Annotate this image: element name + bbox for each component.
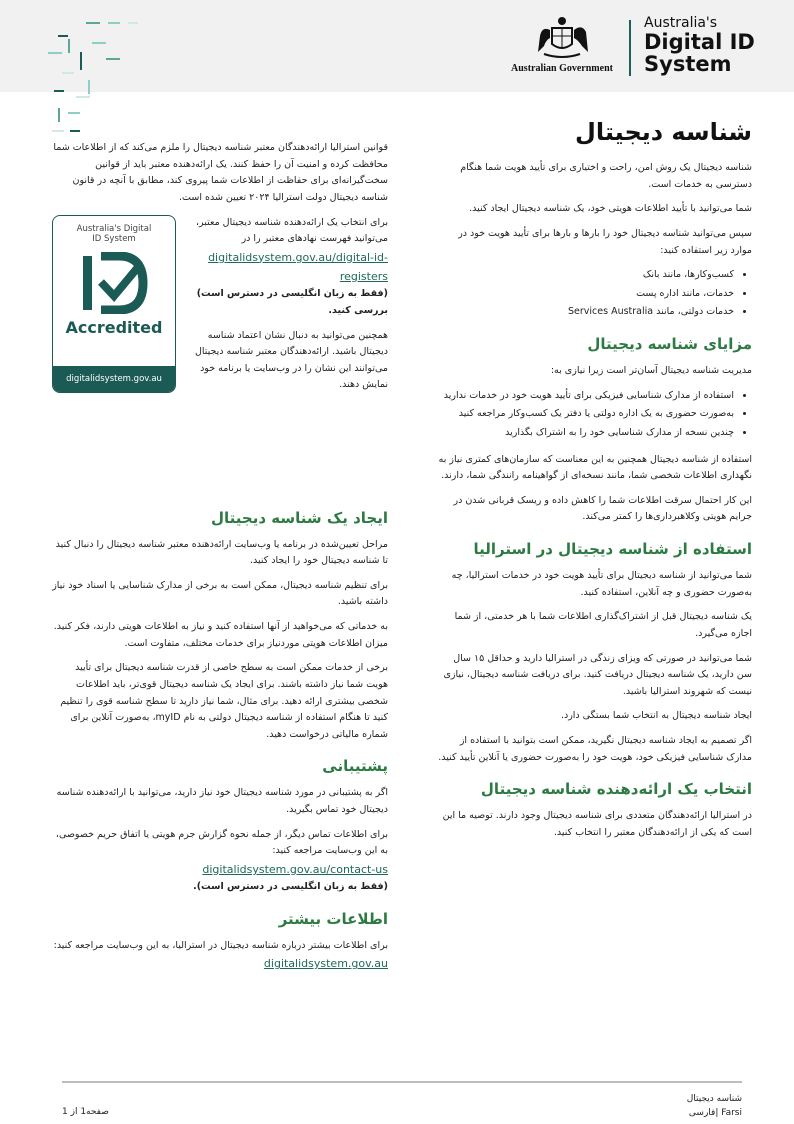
usage-paragraph-5: اگر تصمیم به ایجاد شناسه دیجیتال نگیرید، ممکن است بتوانید با استفاده از مدارک شناسایی فیزیکی خود، هویت خود را به‌صورت حضوری یا آنلاین تأیید کنید.: [438, 735, 752, 763]
support-heading: پشتیبانی: [322, 757, 388, 776]
footer-divider: [62, 1081, 742, 1083]
benefits-paragraph-1: مدیریت شناسه دیجیتال آسان‌تر است زیرا نیازی به:: [550, 365, 752, 376]
list-item: • خدمات دولتی، مانند Services Australia: [437, 304, 734, 321]
list-item: • خدمات، مانند اداره پست: [437, 286, 734, 303]
services-list: [437, 267, 752, 321]
contact-us-link[interactable]: digitalidsystem.gov.au/contact-us: [202, 862, 388, 876]
choose-text-before: برای انتخاب یک ارائه‌دهنده شناسه دیجیتال معتبر، می‌توانید فهرست نهادهای معتبر را در: [195, 216, 388, 245]
website-link[interactable]: digitalidsystem.gov.au: [263, 957, 388, 971]
footer-document-info: [570, 1093, 742, 1120]
government-name: Australian Government: [511, 63, 613, 74]
more-text-before: برای اطلاعات بیشتر درباره شناسه دیجیتال در استرالیا، به این وب‌سایت مراجعه کنید:: [53, 939, 388, 951]
footer-language: Farsi |فارسی: [688, 1107, 742, 1118]
choose-text-after: (فقط به زبان انگلیسی در دسترس است) بررسی کنید.: [196, 288, 388, 316]
support-text-after: (فقط به زبان انگلیسی در دسترس است).: [193, 881, 388, 893]
right-column: [437, 118, 752, 850]
create-paragraph-2: برای تنظیم شناسه دیجیتال، ممکن است به برخی از مدارک شناسایی یا اسناد خود نیاز داشته باشید.: [52, 579, 388, 608]
digital-id-check-icon: [79, 252, 149, 314]
benefits-paragraph-3: این کار احتمال سرقت اطلاعات شما را کاهش داده و ریسک قربانی شدن در جرایم هویتی وکلاهبرداری‌ها را کمتر می‌کند.: [453, 494, 752, 523]
intro-paragraph-2: شما می‌توانید با تأیید اطلاعات هویتی خود، یک شناسه دیجیتال ایجاد کنید.: [469, 203, 752, 215]
list-item: • به‌صورت حضوری به یک اداره دولتی یا دفتر یک کسب‌وکار مراجعه کنید: [437, 406, 734, 423]
list-item: • استفاده از مدارک شناسایی فیزیکی برای تأیید هویت خود در خدمات ندارید: [437, 388, 734, 405]
create-heading: ایجاد یک شناسه دیجیتال: [211, 508, 388, 527]
australian-government-logo: [506, 16, 618, 80]
brand-line-1: Australia's: [644, 15, 718, 31]
badge-accredited-label: Accredited: [65, 317, 163, 337]
decorative-dash-pattern: [48, 22, 138, 134]
choose-provider-paragraph: [192, 215, 388, 320]
accredited-badge: [52, 215, 176, 393]
benefits-paragraph-2: استفاده از شناسه دیجیتال همچنین به این معناست که سازمان‌های کمتری نیاز به نگهداری اطلاعات شخصی شما، مانند نسخه‌ای از گواهینامه رانندگی شما، دارند.: [438, 453, 752, 482]
usage-heading: استفاده از شناسه دیجیتال در استرالیا: [473, 540, 752, 558]
more-info-paragraph: [52, 938, 388, 974]
badge-section: [52, 215, 388, 495]
badge-title-line-2: ID System: [92, 233, 136, 244]
footer-doc-title: شناسه دیجیتال: [686, 1094, 742, 1104]
page-title: شناسه دیجیتال: [575, 118, 752, 146]
provider-heading: انتخاب یک ارائه‌دهنده شناسه دیجیتال: [480, 780, 752, 799]
laws-paragraph: قوانین استرالیا ارائه‌دهندگان معتبر شناسه دیجیتال را ملزم می‌کند که از اطلاعات شما محافظت کرده و امنیت آن را حفظ کنند. یک ارائه‌دهنده معتبر باید از قوانین سخت‌گیرانه‌ای برای حفاظت از اطلاعات شما پیروی کند، مطابق با آنچه در قانون شناسه دیجیتال دولت استرالیا ۲۰۲۴ تعیین شده است.: [53, 142, 388, 203]
create-paragraph-4: برخی از خدمات ممکن است به سطح خاصی از قدرت شناسه دیجیتال برای تأیید هویت شما نیاز داشته باشند. برای ایجاد یک شناسه دیجیتال قوی‌تر، باید اطلاعات شخصی بیشتری ارائه دهید. برای مثال، شما نیاز دارید تا سطح شناسه قوی را تنظیم کنید تا هنگام استفاده از شناسه دیجیتال دولتی به نام myID، به‌صورت آنلاین برای شماره مالیاتی درخواست دهید.: [60, 662, 388, 740]
trust-mark-paragraph: همچنین می‌توانید به دنبال نشان اعتماد شناسه دیجیتال باشید. ارائه‌دهندگان معتبر شناسه دیجیتال می‌توانند این نشان را در وب‌سایت یا برنامه خود نمایش دهند.: [194, 329, 388, 391]
intro-paragraph-1: شناسه دیجیتال یک روش امن، راحت و اختیاری برای تأیید هویت شما هنگام دسترسی به خدمات است.: [460, 162, 752, 190]
create-paragraph-3: به خدماتی که می‌خواهید از آنها استفاده کنید و نیاز به اطلاعات هویتی دارند، فکر کنید. میزان اطلاعات هویتی موردنیاز برای خدمات مختلف، متفاوت است.: [53, 621, 388, 649]
benefits-list: [437, 388, 752, 442]
list-item: • کسب‌وکارها، مانند بانک: [437, 267, 734, 284]
registers-link[interactable]: digitalidsystem.gov.au/digital-id-registers: [208, 250, 388, 283]
more-info-heading: اطلاعات بیشتر: [278, 909, 388, 928]
usage-paragraph-1: شما می‌توانید از شناسه دیجیتال برای تأیید هویت خود در خدمات استرالیا، چه به‌صورت حضوری و چه آنلاین، استفاده کنید.: [451, 570, 752, 598]
support-paragraph-1: اگر به پشتیبانی در مورد شناسه دیجیتال خود نیاز دارید، می‌توانید با ارائه‌دهنده شناسه دیجیتال خود تماس بگیرید.: [56, 787, 388, 815]
logo-divider: [629, 20, 631, 76]
badge-title: [53, 224, 175, 244]
provider-paragraph-1: در استرالیا ارائه‌دهندگان متعددی برای شناسه دیجیتال وجود دارند. توصیه ما این است که یکی از ارائه‌دهندگان معتبر را انتخاب کنید.: [442, 810, 752, 838]
list-item: • چندین نسخه از مدارک شناسایی خود را به اشتراک بگذارید: [437, 425, 734, 442]
usage-paragraph-3: شما می‌توانید در صورتی که ویزای زندگی در استرالیا دارید و حداقل ۱۵ سال سن دارید، یک شناسه دیجیتال دریافت کنید. برای دریافت شناسه دیجیتال، نیازی نیست که شهروند استرالیا باشید.: [443, 652, 752, 697]
left-column: [52, 140, 388, 982]
badge-title-line-1: Australia's Digital: [76, 223, 152, 234]
brand-line-3: System: [644, 51, 732, 76]
benefits-heading: مزایای شناسه دیجیتال: [587, 335, 752, 353]
coat-of-arms-icon: [530, 16, 594, 60]
digital-id-system-logo: [644, 16, 784, 75]
badge-text-block: [192, 215, 388, 395]
badge-url: digitalidsystem.gov.au: [53, 366, 175, 392]
support-text-before: برای اطلاعات تماس دیگر، از جمله نحوه گزارش جرم هویتی یا اتفاق حریم خصوصی، به این وب‌سایت مراجعه کنید:: [55, 828, 388, 857]
create-paragraph-1: مراحل تعیین‌شده در برنامه یا وب‌سایت ارائه‌دهنده معتبر شناسه دیجیتال را دنبال کنید تا شناسه دیجیتال خود را ایجاد کنید.: [55, 538, 388, 567]
brand-line-2: Digital ID: [644, 29, 755, 54]
usage-paragraph-4: ایجاد شناسه دیجیتال به انتخاب شما بستگی دارد.: [560, 710, 752, 722]
intro-paragraph-3: سپس می‌توانید شناسه دیجیتال خود را بارها و بارها برای تأیید هویت خود در موارد زیر استفاده کنید:: [458, 227, 752, 256]
footer-page-number: صفحه1 از 1: [62, 1107, 109, 1117]
usage-paragraph-2: یک شناسه دیجیتال قبل از اشتراک‌گذاری اطلاعات شما با هر خدمتی، از شما اجازه می‌گیرد.: [454, 611, 752, 639]
support-paragraph-2: [52, 827, 388, 896]
